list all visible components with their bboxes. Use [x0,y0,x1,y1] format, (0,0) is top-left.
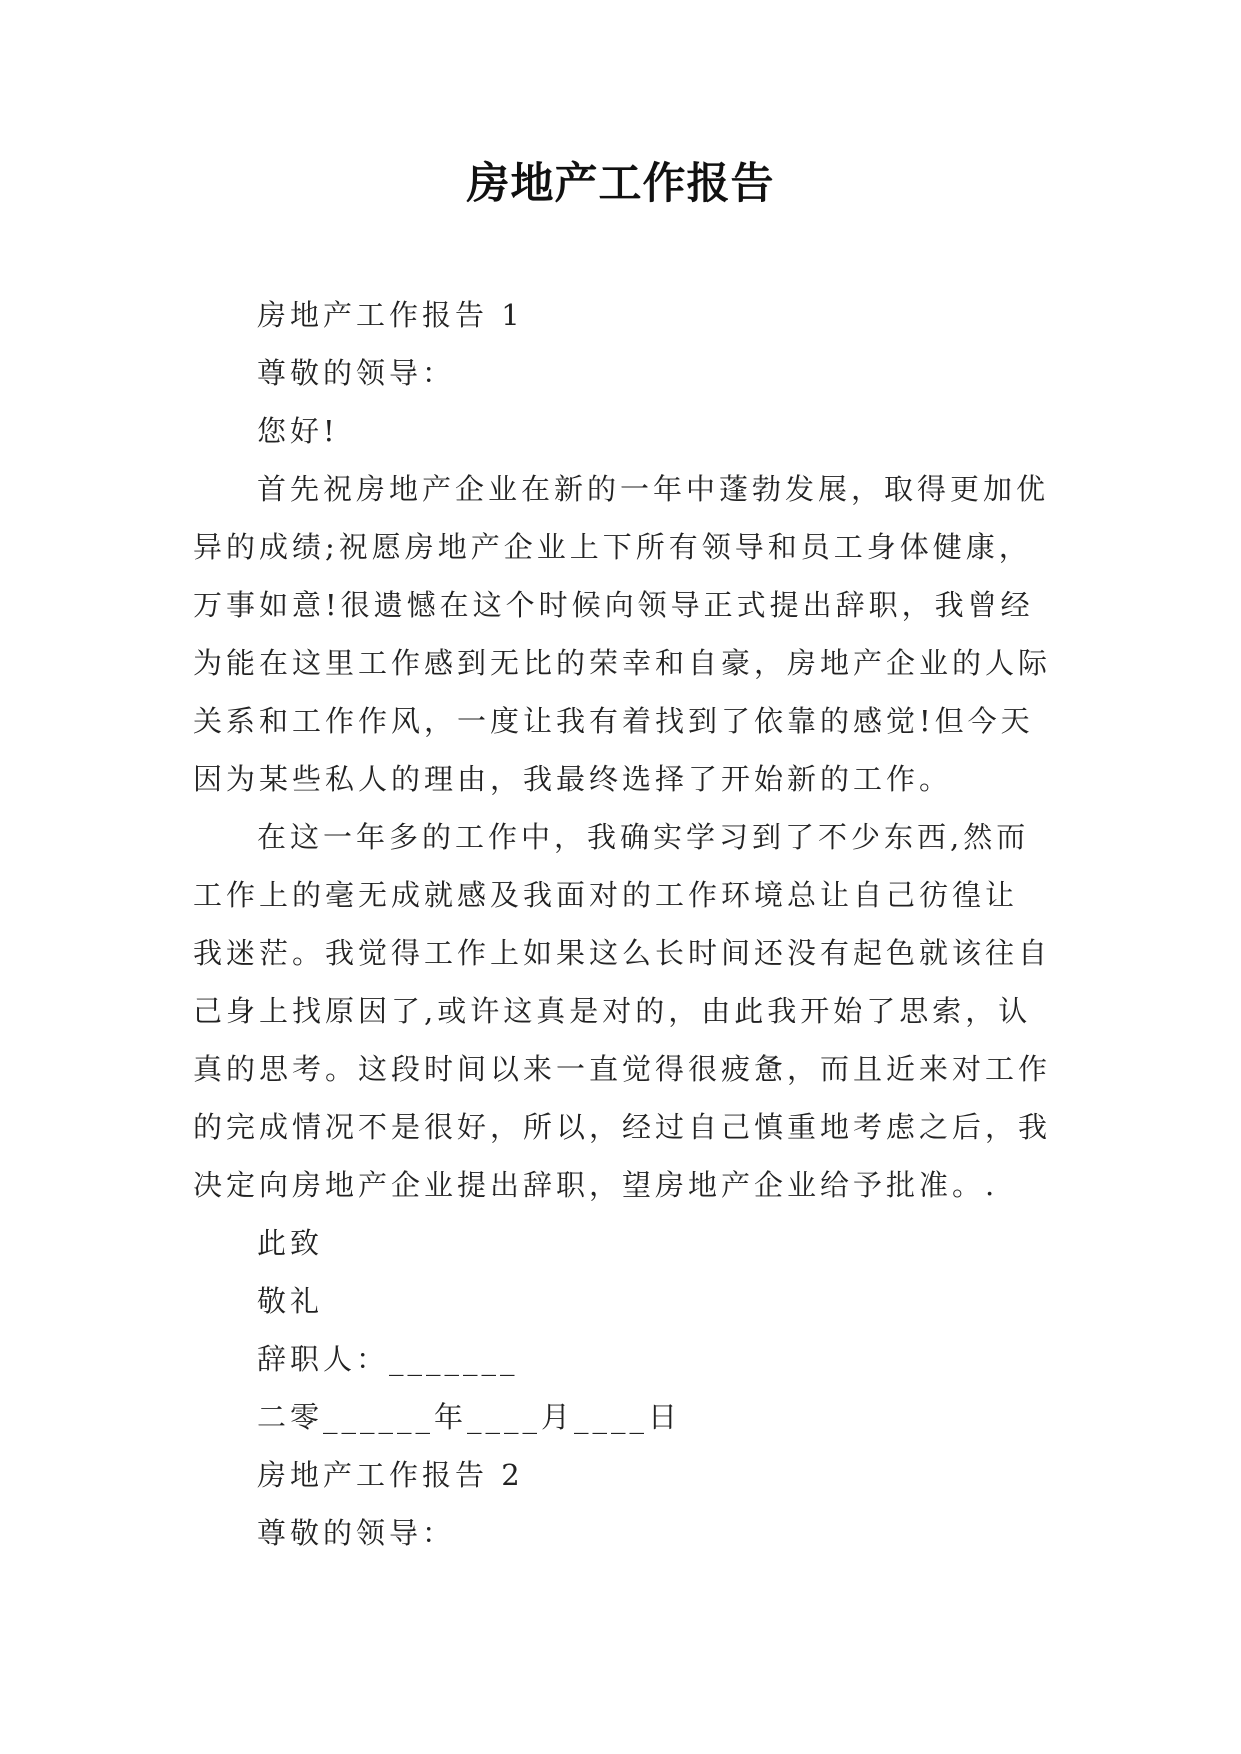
paragraph-line: 真的思考。这段时间以来一直觉得很疲惫，而且近来对工作 [193,1052,1052,1086]
salutation: 尊敬的领导： [257,356,456,390]
paragraph-line: 决定向房地产企业提出辞职，望房地产企业给予批准。. [193,1168,999,1202]
signature-line: 辞职人：_______ [257,1342,519,1376]
section-heading: 房地产工作报告 2 [257,1458,524,1492]
section-heading: 房地产工作报告 1 [257,298,524,332]
paragraph-line: 工作上的毫无成就感及我面对的工作环境总让自己彷徨让 [193,878,1019,912]
paragraph-line: 己身上找原因了,或许这真是对的，由此我开始了思索，认 [193,994,1032,1028]
salutation: 尊敬的领导： [257,1516,456,1550]
paragraph-line: 关系和工作作风，一度让我有着找到了依靠的感觉!但今天 [193,704,1034,738]
paragraph-line: 首先祝房地产企业在新的一年中蓬勃发展，取得更加优 [257,472,1050,506]
paragraph-line: 的完成情况不是很好，所以，经过自己慎重地考虑之后，我 [193,1110,1052,1144]
paragraph-line: 在这一年多的工作中，我确实学习到了不少东西,然而 [257,820,1030,854]
paragraph-line: 异的成绩;祝愿房地产企业上下所有领导和员工身体健康， [193,530,1032,564]
paragraph-line: 万事如意!很遗憾在这个时候向领导正式提出辞职，我曾经 [193,588,1034,622]
document-body [193,286,1053,1562]
document-title: 房地产工作报告 [466,159,775,209]
paragraph-line: 我迷茫。我觉得工作上如果这么长时间还没有起色就该往自 [193,936,1052,970]
closing-line: 此致 [257,1226,324,1260]
paragraph-line: 为能在这里工作感到无比的荣幸和自豪，房地产企业的人际 [193,646,1052,680]
paragraph-line: 因为某些私人的理由，我最终选择了开始新的工作。 [193,762,953,796]
greeting: 您好! [257,414,339,448]
date-line: 二零______年____月____日 [257,1400,682,1434]
closing-line: 敬礼 [257,1284,324,1318]
